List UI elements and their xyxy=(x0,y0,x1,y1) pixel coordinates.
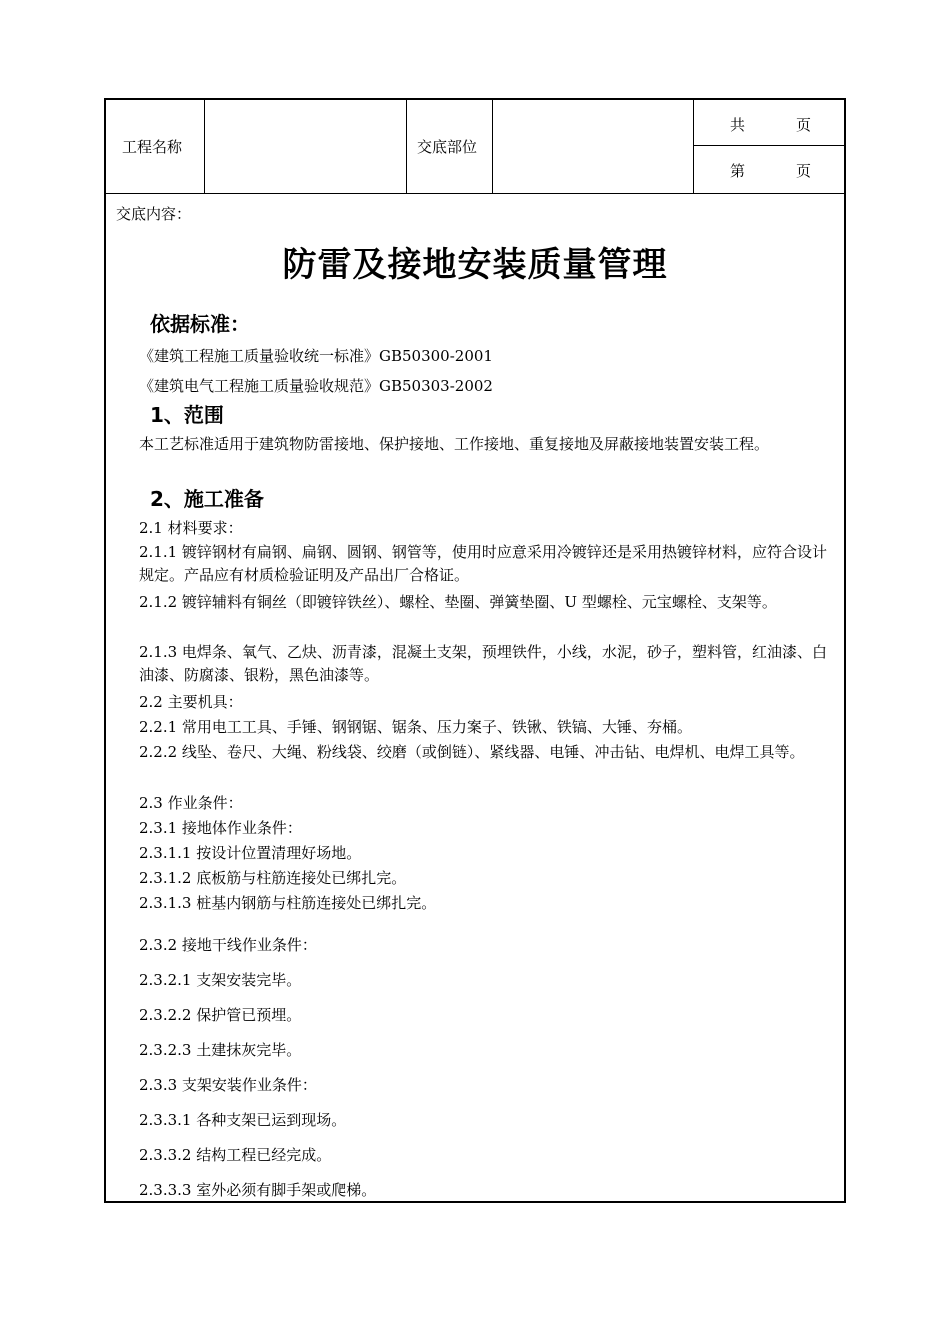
page-label: 第 xyxy=(730,162,746,180)
total-label: 共 xyxy=(730,116,746,134)
disclosure-form xyxy=(104,98,846,1203)
list-item: 2.1 材料要求： xyxy=(139,519,243,537)
list-item: 2.3.2.3 土建抹灰完毕。 xyxy=(139,1041,302,1059)
list-item: 2.3.3.2 结构工程已经完成。 xyxy=(139,1146,332,1164)
list-item: 2.3.1.2 底板筋与柱筋连接处已绑扎完。 xyxy=(139,869,407,887)
total-pages xyxy=(694,100,844,146)
location-value xyxy=(493,100,694,193)
list-item: 2.1.1 镀锌钢材有扁钢、扁钢、圆钢、钢管等，使用时应意采用冷镀锌还是采用热镀锌材料，应符合设计规定。产品应有材质检验证明及产品出厂合格证。 xyxy=(139,543,827,584)
list-item: 2.3.2 接地干线作业条件： xyxy=(139,936,317,954)
list-item: 2.3.1.1 按设计位置清理好场地。 xyxy=(139,844,362,862)
form-header xyxy=(106,100,844,194)
project-name-label: 工程名称 xyxy=(106,100,205,193)
current-page xyxy=(694,146,844,192)
list-item: 2.3.3.1 各种支架已运到现场。 xyxy=(139,1111,347,1129)
list-item: 2.2.1 常用电工工具、手锤、钢钢锯、锯条、压力案子、铁锹、铁镐、大锤、夯桶。 xyxy=(139,718,692,736)
document-title: 防雷及接地安装质量管理 xyxy=(282,245,668,285)
list-item: 2.3.1 接地体作业条件： xyxy=(139,819,302,837)
location-label: 交底部位 xyxy=(407,100,493,193)
section2-heading: 2、施工准备 xyxy=(150,487,264,511)
list-item: 2.3.2.2 保护管已预埋。 xyxy=(139,1006,302,1024)
basis-heading: 依据标准： xyxy=(150,312,250,336)
list-item: 2.2.2 线坠、卷尺、大绳、粉线袋、绞磨（或倒链）、紧线器、电锤、冲击钻、电焊机、电焊工具等。 xyxy=(139,743,805,761)
list-item: 2.3 作业条件： xyxy=(139,794,243,812)
list-item: 2.1.2 镀锌辅料有铜丝（即镀锌铁丝）、螺栓、垫圈、弹簧垫圈、U 型螺栓、元宝螺栓、支架等。 xyxy=(139,593,777,611)
list-item: 2.2 主要机具： xyxy=(139,693,243,711)
page-unit: 页 xyxy=(796,162,812,180)
page-count-cell xyxy=(694,100,844,193)
section1-heading: 1、范围 xyxy=(150,403,224,427)
list-item: 2.3.2.1 支架安装完毕。 xyxy=(139,971,302,989)
intro-label: 交底内容： xyxy=(116,205,192,223)
list-item: 2.3.1.3 桩基内钢筋与柱筋连接处已绑扎完。 xyxy=(139,894,437,912)
project-name-value xyxy=(205,100,407,193)
standard-2: 《建筑电气工程施工质量验收规范》GB50303-2002 xyxy=(139,377,493,395)
list-item: 2.1.3 电焊条、氧气、乙炔、沥青漆，混凝土支架，预埋铁件，小线，水泥，砂子，塑料管，红油漆、白油漆、防腐漆、银粉，黑色油漆等。 xyxy=(139,643,827,684)
list-item: 2.3.3.3 室外必须有脚手架或爬梯。 xyxy=(139,1181,377,1199)
list-item: 2.3.3 支架安装作业条件： xyxy=(139,1076,317,1094)
standard-1: 《建筑工程施工质量验收统一标准》GB50300-2001 xyxy=(139,347,493,365)
total-unit: 页 xyxy=(796,116,812,134)
section1-text: 本工艺标准适用于建筑物防雷接地、保护接地、工作接地、重复接地及屏蔽接地装置安装工程。 xyxy=(139,435,770,453)
